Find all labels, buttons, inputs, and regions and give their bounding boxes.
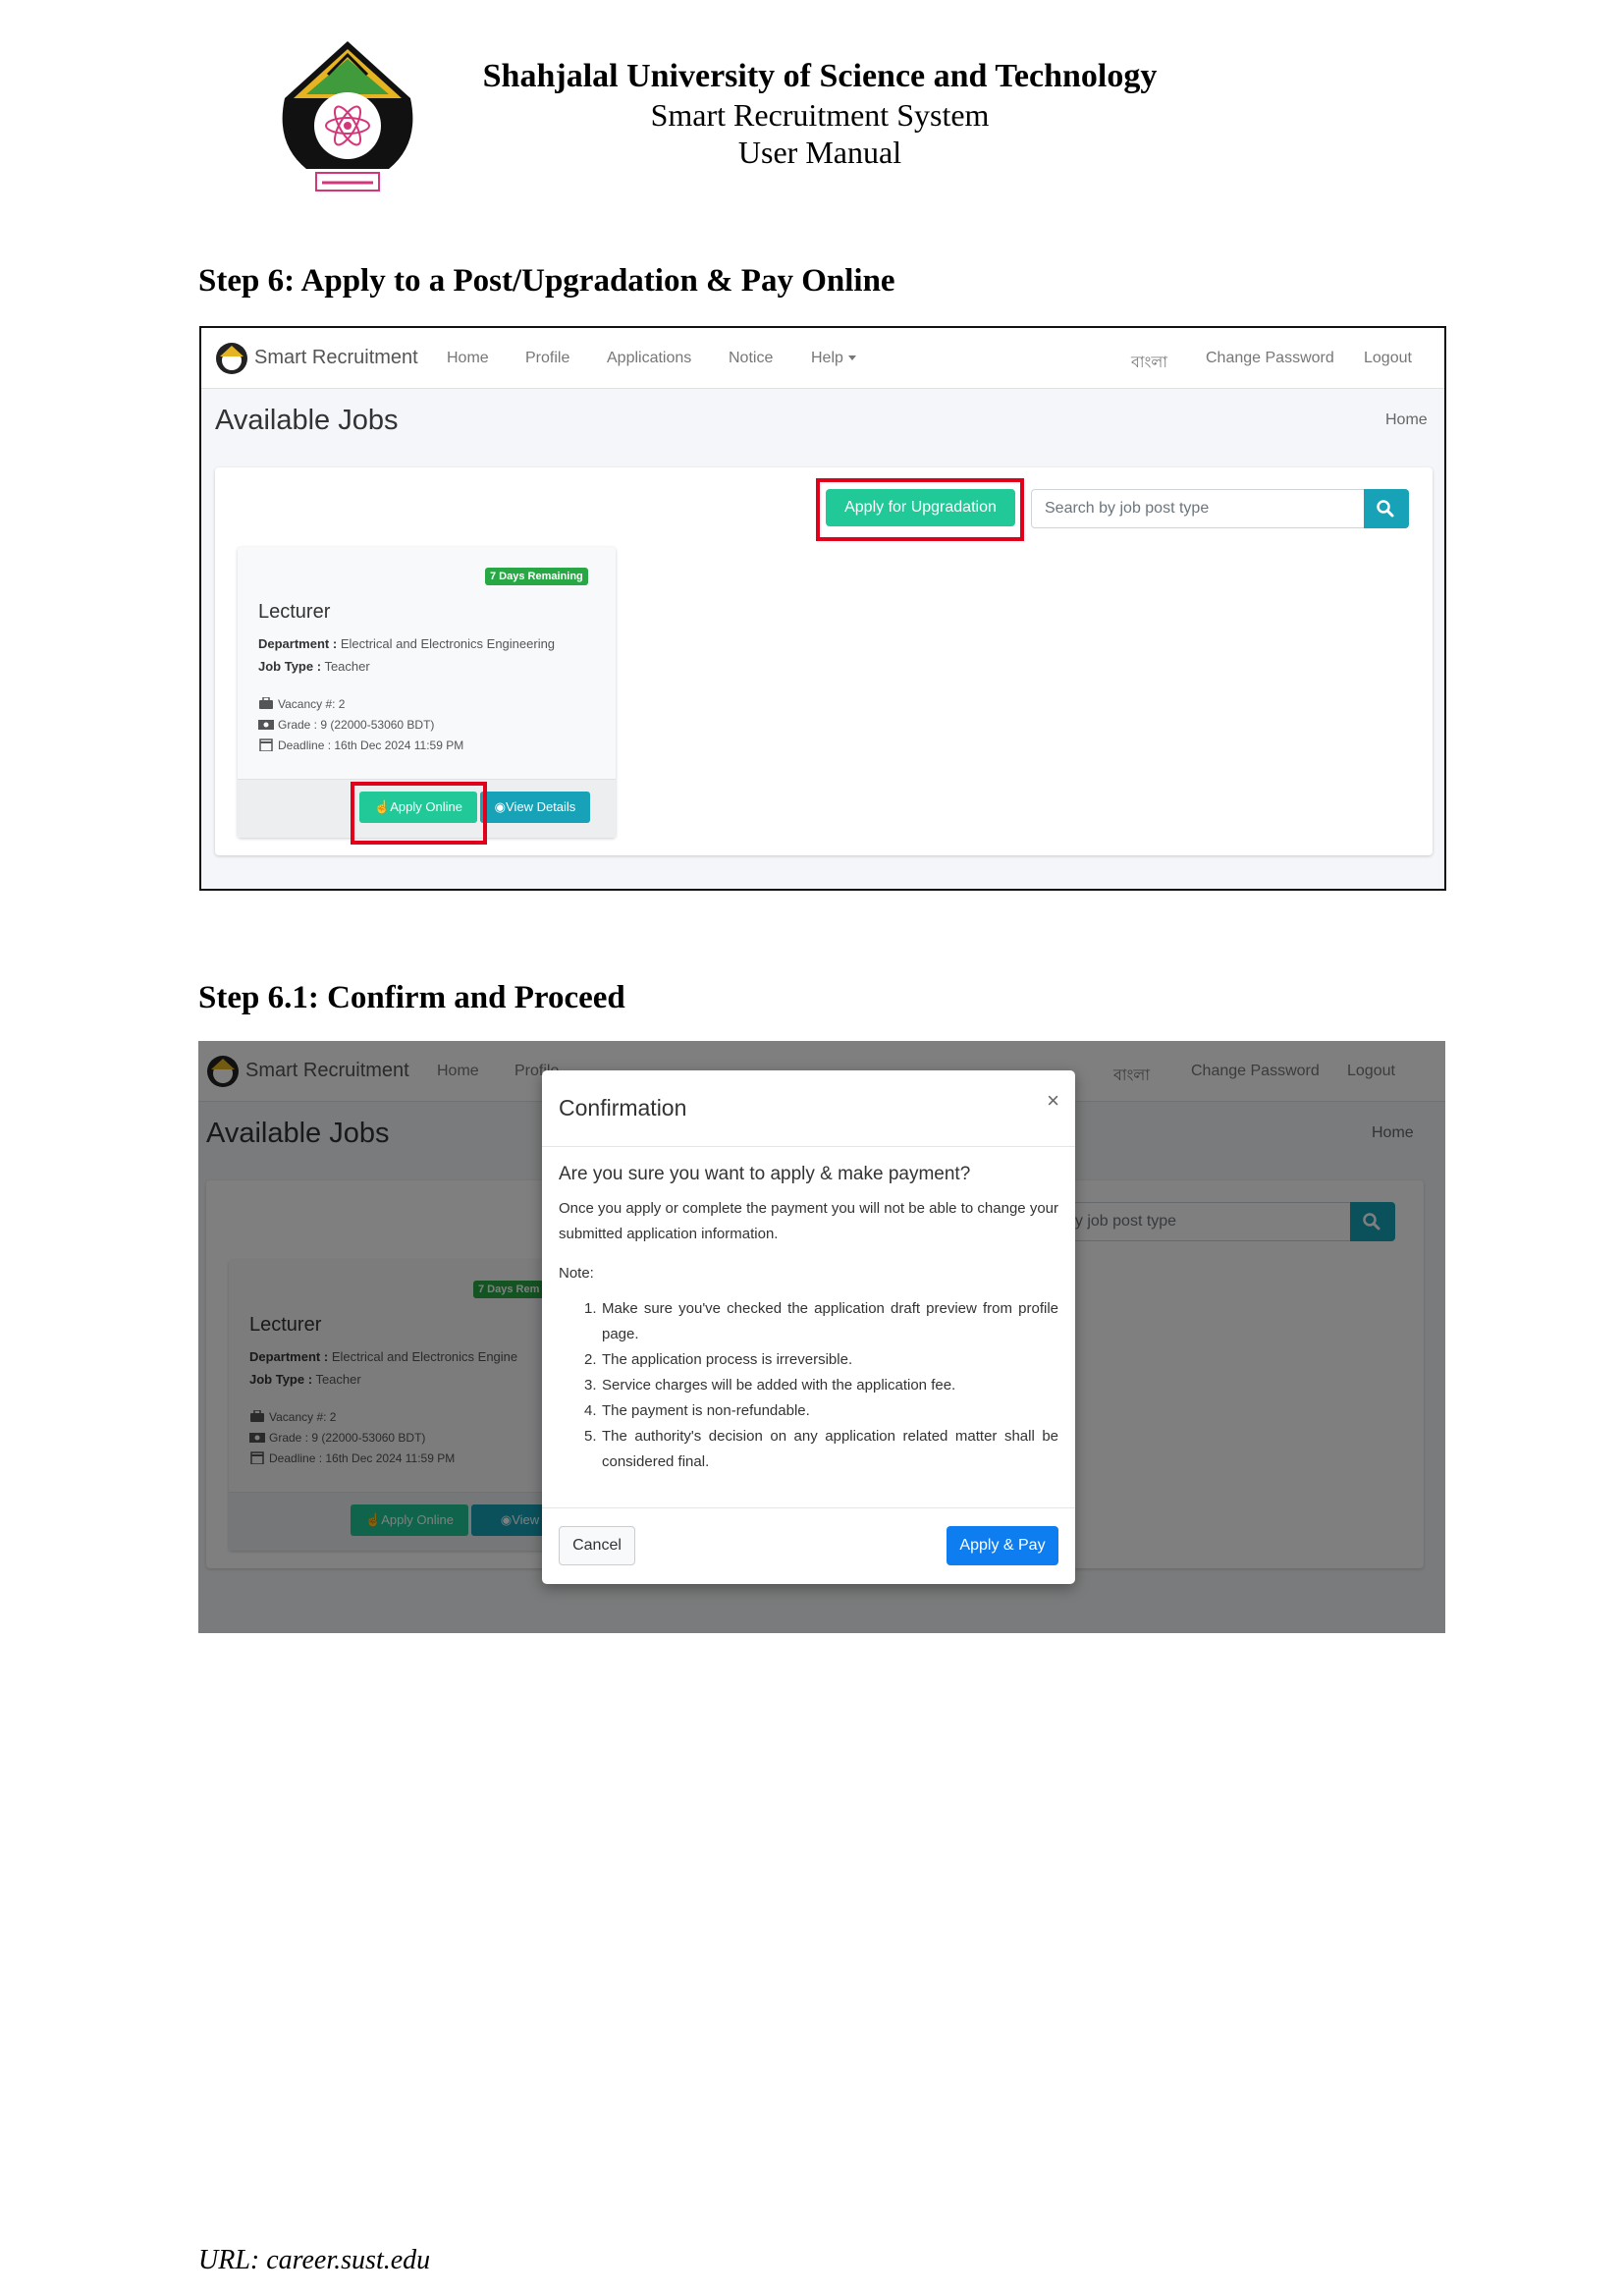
job-department: Department : Electrical and Electronics Engineering	[258, 636, 556, 651]
search-button[interactable]	[1364, 489, 1409, 528]
document-header	[422, 57, 1218, 171]
job-type: Job Type : Teacher	[258, 659, 370, 674]
breadcrumb[interactable]: Home	[1385, 411, 1428, 428]
screenshot-confirmation	[198, 1041, 1445, 1633]
modal-title: Confirmation	[559, 1095, 687, 1121]
list-item: 3. Service charges will be added with the application fee.	[584, 1377, 956, 1394]
modal-header	[542, 1070, 1075, 1147]
modal-note-label: Note:	[559, 1265, 594, 1282]
highlight-box	[816, 478, 1024, 541]
modal-footer	[542, 1507, 1075, 1584]
modal-question: Are you sure you want to apply & make payment?	[559, 1164, 971, 1184]
job-title: Lecturer	[258, 601, 331, 623]
nav-home[interactable]: Home	[447, 350, 489, 366]
search-input[interactable]: Search by job post type	[1031, 489, 1365, 528]
confirmation-modal	[542, 1070, 1075, 1584]
search-icon	[1376, 499, 1395, 519]
footer-url: URL: career.sust.edu	[198, 2245, 431, 2275]
modal-paragraph: Once you apply or complete the payment you will not be able to change your submitted application information.	[559, 1200, 1058, 1242]
briefcase-icon	[258, 697, 274, 710]
nav-help-label: Help	[811, 350, 843, 366]
navbar	[201, 328, 1444, 389]
nav-bangla[interactable]: বাংলা	[1131, 355, 1167, 371]
job-deadline: Deadline : 16th Dec 2024 11:59 PM	[258, 738, 463, 752]
nav-profile[interactable]: Profile	[525, 350, 570, 366]
cancel-button[interactable]: Cancel	[559, 1526, 635, 1565]
page-title: Available Jobs	[215, 405, 399, 436]
system-name: Smart Recruitment System	[650, 97, 990, 133]
nav-logout[interactable]: Logout	[1364, 350, 1412, 366]
days-remaining-badge: 7 Days Remaining	[485, 568, 588, 585]
nav-applications[interactable]: Applications	[607, 350, 692, 366]
university-logo	[273, 35, 422, 197]
list-item: 5. The authority's decision on any application related matter shall be considered final.	[584, 1428, 1058, 1470]
nav-change-password[interactable]: Change Password	[1206, 350, 1334, 366]
view-details-button[interactable]: ◉View Details	[480, 792, 590, 823]
step-6-title: Step 6: Apply to a Post/Upgradation & Pay Online	[198, 263, 895, 299]
apply-and-pay-button[interactable]: Apply & Pay	[947, 1526, 1058, 1565]
brand-name[interactable]: Smart Recruitment	[254, 347, 418, 368]
job-grade: Grade : 9 (22000-53060 BDT)	[258, 718, 434, 732]
calendar-icon	[258, 738, 274, 751]
nav-help[interactable]	[811, 350, 856, 367]
eye-icon: ◉	[494, 799, 507, 814]
screenshot-available-jobs	[199, 326, 1446, 891]
money-icon	[258, 718, 274, 731]
brand-logo-icon	[215, 342, 248, 375]
nav-notice[interactable]: Notice	[729, 350, 774, 366]
apply-upgradation-button[interactable]: Apply for Upgradation	[826, 489, 1015, 526]
highlight-box	[351, 782, 487, 845]
apply-online-button[interactable]: ☝Apply Online	[359, 792, 477, 823]
chevron-down-icon	[848, 355, 856, 360]
modal-notes-list	[559, 1296, 1058, 1475]
university-name: Shahjalal University of Science and Technology	[482, 58, 1158, 94]
job-vacancy: Vacancy #: 2	[258, 697, 345, 711]
step-6-1-title: Step 6.1: Confirm and Proceed	[198, 980, 625, 1015]
list-item: 1. Make sure you've checked the application draft preview from profile page.	[584, 1300, 1058, 1342]
hand-pointer-icon: ☝	[374, 799, 391, 814]
list-item: 2. The application process is irreversible.	[584, 1351, 853, 1368]
manual-name: User Manual	[737, 135, 902, 170]
list-item: 4. The payment is non-refundable.	[584, 1402, 810, 1419]
close-icon[interactable]: ×	[1047, 1088, 1059, 1113]
